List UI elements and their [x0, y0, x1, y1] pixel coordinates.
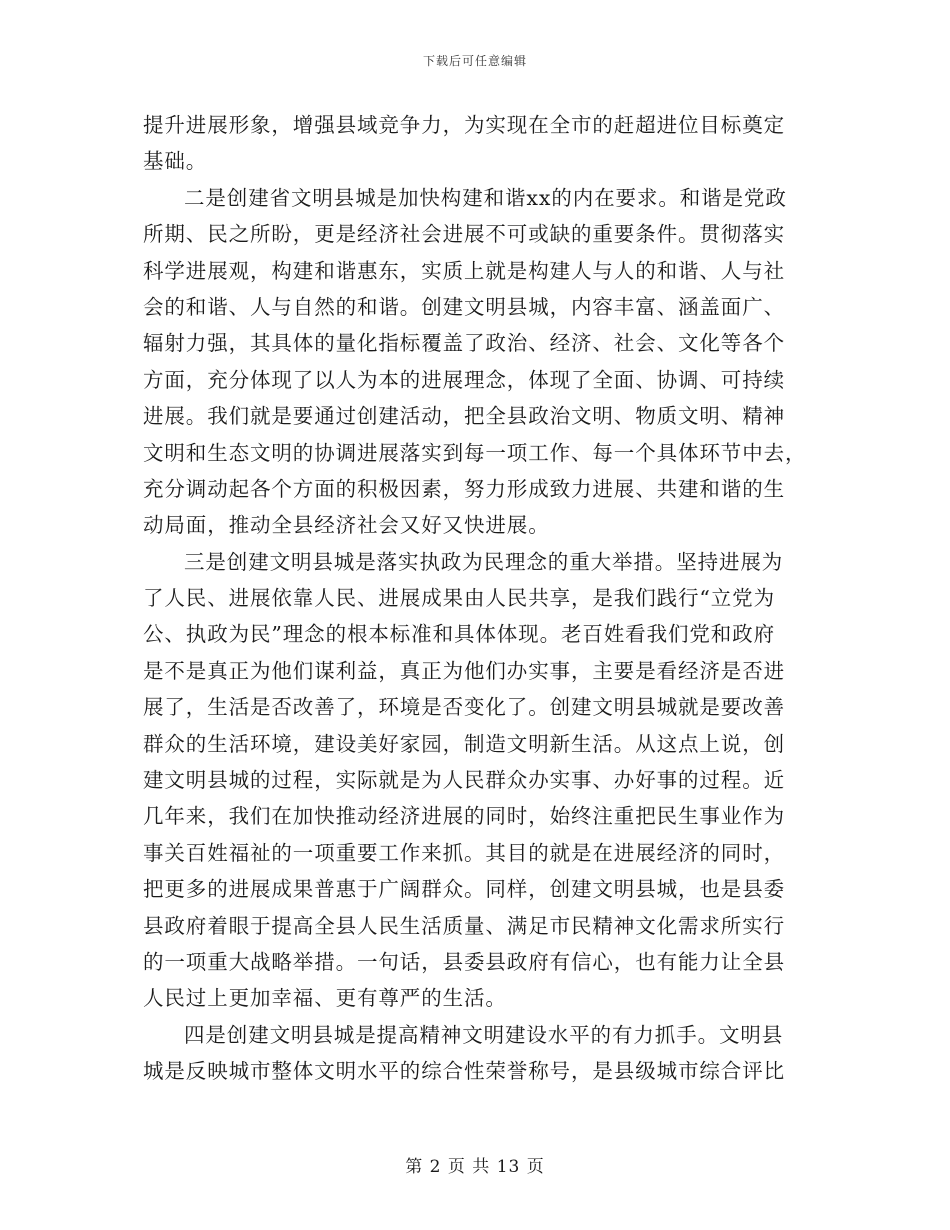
header-note: 下载后可任意编辑 [422, 54, 527, 68]
text-line: 是不是真正为他们谋利益，真正为他们办实事，主要是看经济是否进 [143, 658, 785, 683]
text-line: 事关百姓福祉的一项重要工作来抓。其目的就是在进展经济的同时， [143, 840, 785, 865]
text-line: 所期、民之所盼，更是经济社会进展不可或缺的重要条件。贯彻落实 [143, 222, 785, 247]
text-line: 辐射力强，其具体的量化指标覆盖了政治、经济、社会、文化等各个 [143, 331, 785, 356]
text-line: 二是创建省文明县城是加快构建和谐xx的内在要求。和谐是党政 [184, 185, 787, 210]
text-line: 群众的生活环境，建设美好家园，制造文明新生活。从这点上说，创 [143, 731, 785, 756]
text-line: 建文明县城的过程，实际就是为人民群众办实事、办好事的过程。近 [143, 768, 785, 793]
text-line: 三是创建文明县城是落实执政为民理念的重大举措。坚持进展为 [184, 549, 784, 574]
text-line: 文明和生态文明的协调进展落实到每一项工作、每一个具体环节中去， [143, 440, 807, 465]
text-line: 提升进展形象，增强县域竞争力，为实现在全市的赶超进位目标奠定 [143, 113, 785, 137]
text-line: 展了，生活是否改善了，环境是否变化了。创建文明县城就是要改善 [143, 695, 785, 720]
text-line: 了人民、进展依靠人民、进展成果由人民共享，是我们践行“立党为 [143, 586, 775, 611]
text-line: 把更多的进展成果普惠于广阔群众。同样，创建文明县城，也是县委 [143, 877, 785, 902]
text-line: 公、执政为民”理念的根本标准和具体体现。老百姓看我们党和政府 [143, 622, 775, 647]
text-line: 基础。 [143, 149, 208, 174]
text-line: 科学进展观，构建和谐惠东，实质上就是构建人与人的和谐、人与社 [143, 258, 785, 283]
text-line: 会的和谐、人与自然的和谐。创建文明县城，内容丰富、涵盖面广、 [143, 294, 785, 319]
text-line: 几年来，我们在加快推动经济进展的同时，始终注重把民生事业作为 [143, 804, 785, 829]
text-line: 的一项重大战略举措。一句话，县委县政府有信心，也有能力让全县 [143, 949, 785, 974]
text-line: 四是创建文明县城是提高精神文明建设水平的有力抓手。文明县 [184, 1022, 784, 1047]
text-line: 进展。我们就是要通过创建活动，把全县政治文明、物质文明、精神 [143, 404, 785, 429]
text-line: 县政府着眼于提高全县人民生活质量、满足市民精神文化需求所实行 [143, 913, 785, 938]
text-line: 充分调动起各个方面的积极因素，努力形成致力进展、共建和谐的生 [143, 476, 785, 501]
text-line: 动局面，推动全县经济社会又好又快进展。 [143, 513, 550, 538]
text-line: 人民过上更加幸福、更有尊严的生活。 [143, 986, 507, 1011]
page-number-footer: 第 2 页 共 13 页 [405, 1157, 545, 1177]
text-line: 方面，充分体现了以人为本的进展理念，体现了全面、协调、可持续 [143, 367, 785, 392]
text-line: 城是反映城市整体文明水平的综合性荣誉称号，是县级城市综合评比 [143, 1059, 785, 1084]
body-text [143, 107, 807, 1090]
